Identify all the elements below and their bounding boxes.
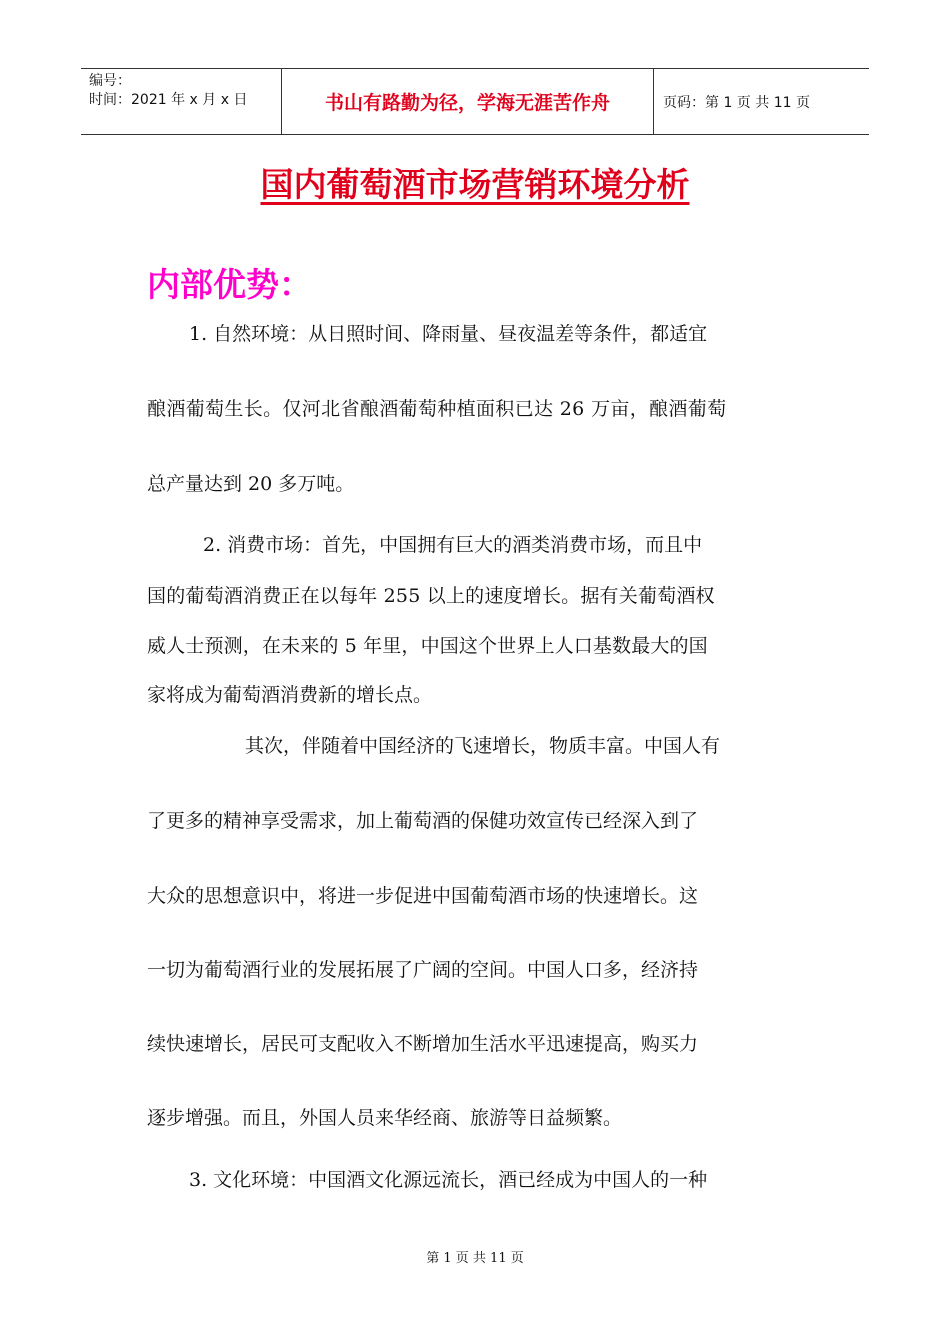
body-line-13: 逐步增强。而且，外国人员来华经商、旅游等日益频繁。 — [147, 1107, 623, 1129]
body-line-6: 威人士预测，在未来的 5 年里，中国这个世界上人口基数最大的国 — [147, 635, 708, 657]
serial-number-label: 编号： — [89, 73, 131, 89]
document-header-table — [81, 68, 869, 135]
body-line-7: 家将成为葡萄酒消费新的增长点。 — [147, 684, 433, 706]
body-line-1: 1. 自然环境：从日照时间、降雨量、昼夜温差等条件，都适宜 — [189, 323, 708, 345]
body-line-11: 一切为葡萄酒行业的发展拓展了广阔的空间。中国人口多，经济持 — [147, 959, 699, 981]
body-line-12: 续快速增长，居民可支配收入不断增加生活水平迅速提高，购买力 — [147, 1033, 699, 1055]
page-footer: 第 1 页 共 11 页 — [426, 1251, 524, 1266]
body-line-9: 了更多的精神享受需求，加上葡萄酒的保健功效宣传已经深入到了 — [147, 810, 699, 832]
body-line-5: 国的葡萄酒消费正在以每年 255 以上的速度增长。据有关葡萄酒权 — [147, 585, 715, 607]
body-line-4: 2. 消费市场：首先，中国拥有巨大的酒类消费市场，而且中 — [203, 534, 703, 556]
body-line-3: 总产量达到 20 多万吨。 — [147, 473, 355, 495]
body-line-10: 大众的思想意识中，将进一步促进中国葡萄酒市场的快速增长。这 — [147, 885, 699, 907]
document-title: 国内葡萄酒市场营销环境分析 — [260, 165, 690, 204]
header-meta-cell — [81, 69, 282, 134]
body-line-2: 酿酒葡萄生长。仅河北省酿酒葡萄种植面积已达 26 万亩，酿酒葡萄 — [147, 398, 727, 420]
body-line-8: 其次，伴随着中国经济的飞速增长，物质丰富。中国人有 — [245, 735, 721, 757]
date-label: 时间：2021 年 x 月 x 日 — [89, 92, 248, 108]
header-motto: 书山有路勤为径，学海无涯苦作舟 — [282, 69, 654, 134]
body-line-14: 3. 文化环境：中国酒文化源远流长，酒已经成为中国人的一种 — [189, 1169, 708, 1191]
header-page-info: 页码：第 1 页 共 11 页 — [663, 94, 810, 111]
section-heading-internal-advantages: 内部优势： — [147, 265, 312, 304]
